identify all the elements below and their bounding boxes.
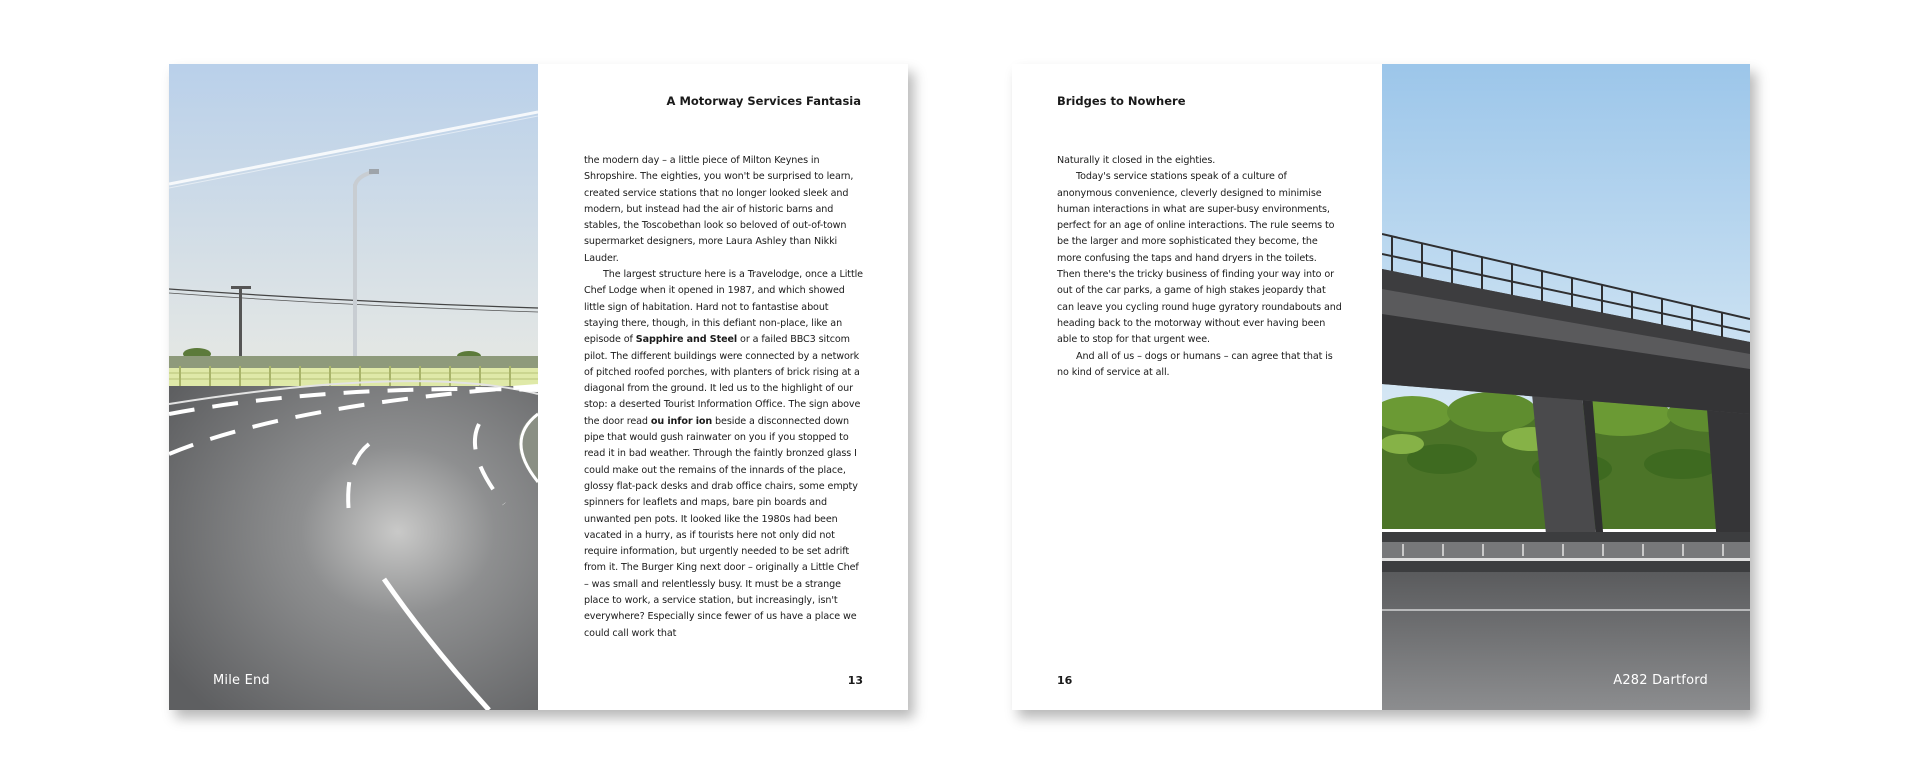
text-run: beside a disconnected down pipe that would gush rainwater on you if you stopped to read it in bad weather. Through the faintly bronzed glass I could make out the remains of the innards of the place, glossy flat-pack desks and drab office chairs, some empty spinners for leaflets and maps, bare pin boards and unwanted pen pots. It looked like the 1980s had been vacated in a hurry, as if tourists here not only did not require information, but urgently needed to be set adrift from it. The Burger King next door – originally a Little Chef – was small and relentlessly busy. It must be a strange place to work, a service station, but increasingly, isn't everywhere? Especially since fewer of us have a place we could call work that	[584, 415, 859, 639]
text-run: The largest structure here is a Travelodge, once a Little Chef Lodge when it opened in 1987, and which showed little sign of habitation. Hard not to fantastise about staying there, though, in this defiant non-place, like an episode of	[584, 269, 863, 346]
page-16	[1012, 64, 1382, 710]
running-head: A Motorway Services Fantasia	[666, 94, 861, 108]
left-spread	[169, 64, 908, 710]
illustration-caption: A282 Dartford	[1613, 673, 1708, 688]
text-run: Today's service stations speak of a culture of anonymous convenience, cleverly designed to minimise human interactions in what are super-busy environments, perfect for an age of online interactions. The rule seems to be the larger and more sophisticated they become, the more confusing the taps and hand dryers in the toilets. Then there's the tricky business of finding your way into or out of the car parks, a game of high stakes jeopardy that can leave you cycling round huge gyratory roundabouts and heading back to the motorway without ever having been able to stop for that urgent wee.	[1057, 171, 1342, 346]
text-run: Naturally it closed in the eighties.	[1057, 155, 1216, 166]
body-text	[584, 153, 864, 642]
motorway-bridge-icon	[1382, 64, 1750, 710]
page-13	[538, 64, 908, 710]
mile-end-illustration	[169, 64, 538, 710]
text-run: the modern day – a little piece of Milton Keynes in Shropshire. The eighties, you won't be surprised to learn, created service stations that no longer looked sleek and modern, but instead had the air of historic barns and stables, the Toscobethan look so beloved of out-of-town supermarket designers, more Laura Ashley than Nikki Lauder.	[584, 155, 854, 264]
page-number: 13	[847, 674, 863, 687]
text-run: And all of us – dogs or humans – can agree that that is no kind of service at all.	[1057, 350, 1333, 378]
roundabout-road-icon	[169, 64, 538, 710]
bold-phrase: ou infor ion	[650, 415, 713, 427]
paragraph	[1057, 169, 1342, 348]
text-run: or a failed BBC3 sitcom pilot. The different buildings were connected by a network of pitched roofed porches, with planters of brick rising at a diagonal from the ground. It led us to the highlight of our stop: a deserted Tourist Information Office. The sign above the door read	[584, 334, 861, 427]
illustration-caption: Mile End	[213, 673, 270, 688]
a282-dartford-illustration	[1382, 64, 1750, 710]
running-head: Bridges to Nowhere	[1057, 94, 1186, 108]
paragraph	[584, 267, 864, 642]
right-spread	[1012, 64, 1750, 710]
paragraph	[1057, 153, 1342, 169]
paragraph	[1057, 349, 1342, 382]
bold-phrase: Sapphire and Steel	[635, 334, 738, 346]
paragraph	[584, 153, 864, 267]
body-text	[1057, 153, 1342, 381]
page-number: 16	[1057, 674, 1073, 687]
crash-barrier-icon	[1382, 532, 1750, 572]
